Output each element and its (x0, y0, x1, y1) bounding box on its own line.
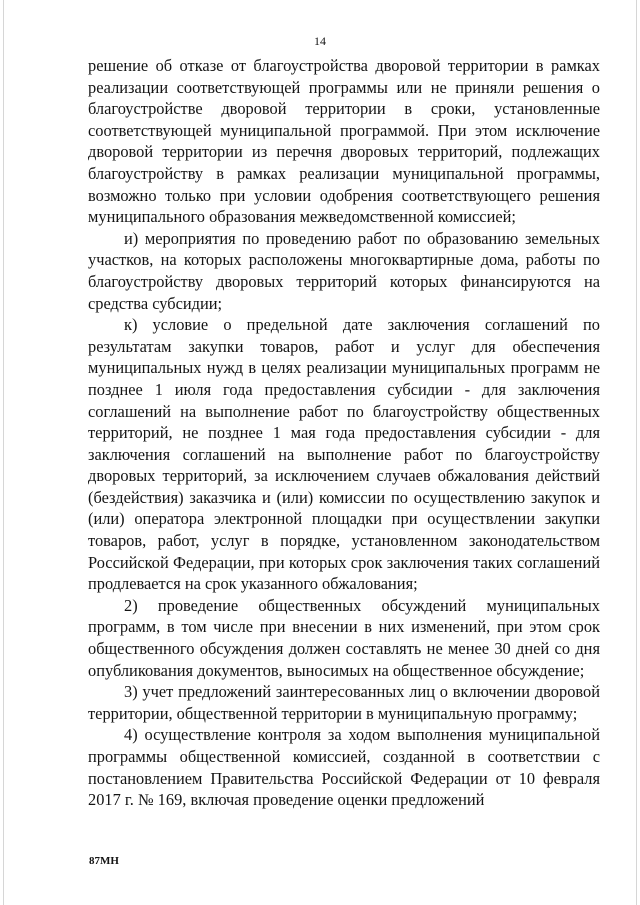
paragraph-item-k: к) условие о предельной дате заключения соглашений по результатам закупки товаров, работ и услуг для обеспечения муниципальных нужд в целях реализации муниципальных программ не позднее 1 июля года предоставления субсидии - для заключения соглашений на выполнение работ по благоустройству общественных территорий, не позднее 1 мая года предоставления субсидии - для заключения соглашений на выполнение работ по благоустройству дворовых территорий, за исключением случаев обжалования действий (бездействия) заказчика и (или) комиссии по осуществлению закупок и (или) оператора электронной площадки при осуществлении закупки товаров, работ, услуг в порядке, установленном законодательством Российской Федерации, при которых срок заключения таких соглашений продлевается на срок указанного обжалования; (88, 315, 600, 594)
paragraph-item-4: 4) осуществление контроля за ходом выполнения муниципальной программы общественной комиссией, созданной в соответствии с постановлением Правительства Российской Федерации от 10 февраля 2017 г. № 169, включая проведение оценки предложений (88, 725, 600, 810)
page-right-edge (636, 0, 637, 905)
footer-document-code: 87МН (89, 855, 119, 867)
document-body (88, 55, 600, 811)
paragraph-item-i: и) мероприятия по проведению работ по образованию земельных участков, на которых расположены многоквартирные дома, работы по благоустройству дворовых территорий которых финансируются на средства субсидии; (88, 228, 600, 313)
page-number: 14 (314, 34, 326, 48)
paragraph-item-2: 2) проведение общественных обсуждений муниципальных программ, в том числе при внесении в них изменений, при этом срок общественного обсуждения должен составлять не менее 30 дней со дня опубликования документов, выносимых на общественное обсуждение; (88, 595, 600, 680)
paragraph-continuation: решение об отказе от благоустройства дворовой территории в рамках реализации соответствующей программы или не приняли решения о благоустройстве дворовой территории в сроки, установленные соответствующей муниципальной программой. При этом исключение дворовой территории из перечня дворовых территорий, подлежащих благоустройству в рамках реализации муниципальной программы, возможно только при условии одобрения соответствующего решения муниципального образования межведомственной комиссией; (88, 56, 600, 227)
page-left-edge (3, 0, 4, 905)
paragraph-item-3: 3) учет предложений заинтересованных лиц о включении дворовой территории, общественной территории в муниципальную программу; (88, 682, 600, 723)
